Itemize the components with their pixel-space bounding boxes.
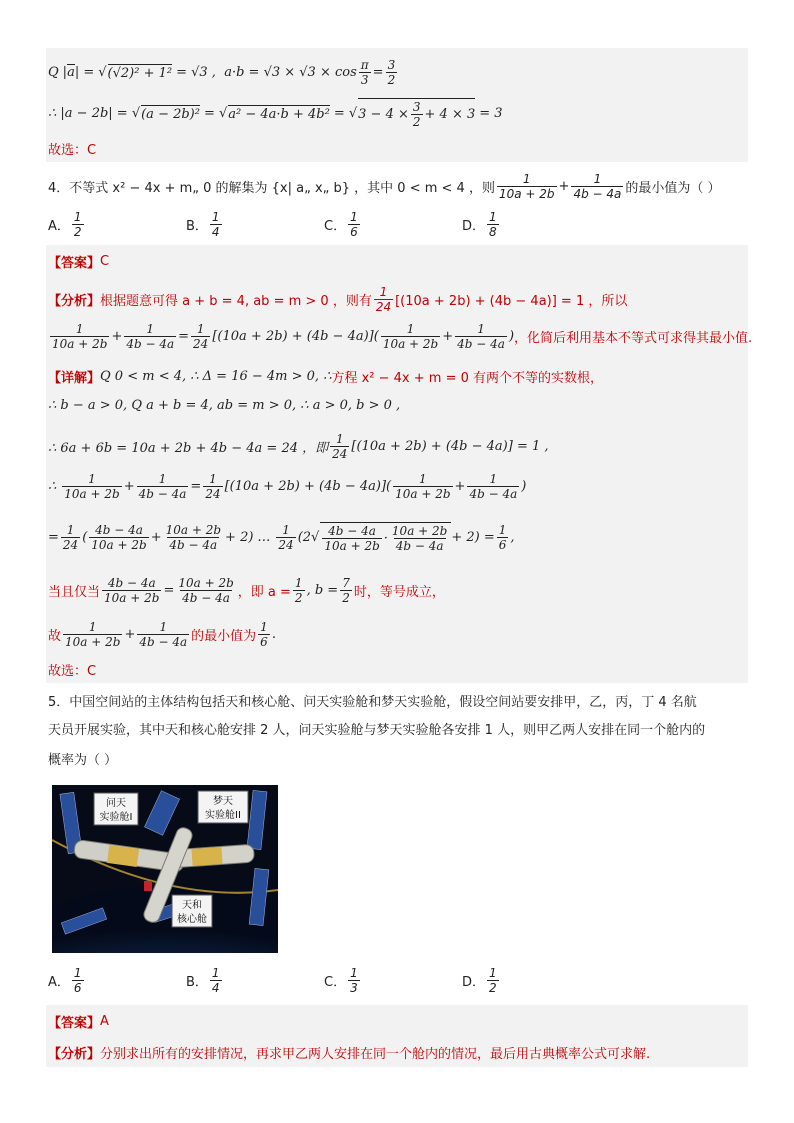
q4-answer: 【答案】 C — [48, 254, 110, 271]
q4-conclusion: 故 $\frac{1}{10a + 2b}$ + $\frac{1}{4b - 4a}$ 的最小值为 $\frac{1}{6}$ . — [48, 620, 276, 649]
space-station-illustration — [52, 785, 278, 953]
q4-option-a[interactable]: A． $\frac{1}{2}$ — [48, 210, 82, 239]
q3-line-2: ∴ |a − 2b| = √ (a − 2b)² = √ a² − 4a·b + 4b² = √ 3 − 4 × $\frac{3}{2}$ + 4 × 3 = 3 — [48, 100, 503, 129]
q5-option-c[interactable]: C． $\frac{1}{3}$ — [324, 966, 358, 995]
label-wentian-1: 问天 — [106, 798, 126, 809]
q4-options — [48, 210, 600, 239]
space-station-image — [52, 785, 278, 953]
q5-analysis: 【分析】 分别求出所有的安排情况，再求甲乙两人安排在同一个舱内的情况，最后用古典概率公式可求解. — [48, 1047, 651, 1062]
q4-option-d[interactable]: D． $\frac{1}{8}$ — [462, 210, 497, 239]
label-mengtian-1: 梦天 — [213, 796, 233, 807]
q4-analysis-1: 【分析】 根据题意可得 a + b = 4, ab = m > 0 ，则有 $\frac{1}{24}$ [(10a + 2b) + (4b − 4a)] = 1 ，所以 — [48, 285, 628, 314]
q4-analysis-2: $\frac{1}{10a + 2b}$ + $\frac{1}{4b - 4a}$ = $\frac{1}{24}$ [(10a + 2b) + (4b − 4a)] ( $\frac{1}{10a + 2b}$ + $\frac{1}{4b - 4a}$ ) ，化简后利用基本不等式可求得其最小值. — [52, 322, 753, 351]
q4-detail-2: ∴ b − a > 0, Q a + b = 4, ab = m > 0, ∴ a > 0, b > 0 , — [48, 398, 401, 413]
q4-final-answer: 故选：C — [48, 664, 97, 679]
q3-answer: 故选：C — [48, 143, 97, 158]
q4-detail-4: ∴ $\frac{1}{10a + 2b}$ + $\frac{1}{4b - 4a}$ = $\frac{1}{24}$ [(10a + 2b) + (4b − 4a)] ( $\frac{1}{10a + 2b}$ + $\frac{1}{4b - 4a}$ ) — [48, 472, 527, 501]
q5-stem-2: 天员开展实验，其中天和核心舱安排 2 人，问天实验舱与梦天实验舱各安排 1 人，则甲乙两人安排在同一个舱内的 — [48, 723, 706, 738]
q3-line-1: Q |a| = √ (√2)² + 1² = √3 , a·b = √3 × √3 × cos $\frac{\pi}{3}$ = $\frac{3}{2}$ — [48, 58, 396, 87]
label-tianhe-1: 天和 — [182, 900, 202, 911]
q5-answer: 【答案】 A — [48, 1014, 109, 1031]
q4-detail-1: 【详解】 Q 0 < m < 4, ∴ Δ = 16 − 4m > 0, ∴ 方程 x² − 4x + m = 0 有两个不等的实数根， — [48, 369, 604, 386]
q4-stem: 4．不等式 x² − 4x + m„ 0 的解集为 {x| a„ x„ b} ，其中 0 < m < 4 ，则 $\frac{1}{10a + 2b}$ + $\frac{1}{4b - 4a}$ 的最小值为（ ） — [48, 172, 721, 201]
label-tianhe-2: 核心舱 — [177, 914, 207, 925]
label-mengtian-2: 实验舱II — [205, 810, 241, 821]
label-wentian-2: 实验舱I — [99, 812, 133, 823]
q4-frac-1: $\frac{1}{10a + 2b}$ — [498, 172, 555, 201]
q4-option-c[interactable]: C． $\frac{1}{6}$ — [324, 210, 358, 239]
q5-options — [48, 966, 600, 995]
q5-stem-1: 5．中国空间站的主体结构包括天和核心舱、问天实验舱和梦天实验舱，假设空间站要安排甲，乙，丙，丁 4 名航 — [48, 695, 697, 710]
q4-stem-prefix: 4．不等式 x² − 4x + m„ 0 的解集为 {x| a„ x„ b} ，其中 0 < m < 4 ，则 — [48, 181, 495, 196]
q5-option-d[interactable]: D． $\frac{1}{2}$ — [462, 966, 497, 995]
q5-option-b[interactable]: B． $\frac{1}{4}$ — [186, 966, 220, 995]
q4-equal-condition: 当且仅当 $\frac{4b - 4a}{10a + 2b}$ = $\frac{10a + 2b}{4b - 4a}$ ，即 a = $\frac{1}{2}$ , b = $\frac{7}{2}$ 时，等号成立， — [48, 576, 445, 605]
q4-detail-3: ∴ 6a + 6b = 10a + 2b + 4b − 4a = 24 ，即 $\frac{1}{24}$ [(10a + 2b) + (4b − 4a)] = 1 , — [48, 432, 549, 461]
q4-stem-suffix: 的最小值为（ ） — [625, 181, 721, 196]
q4-frac-2: $\frac{1}{4b - 4a}$ — [573, 172, 622, 201]
q5-stem-3: 概率为（ ） — [48, 753, 118, 768]
q5-option-a[interactable]: A． $\frac{1}{6}$ — [48, 966, 82, 995]
q4-detail-5: = $\frac{1}{24}$ ( $\frac{4b - 4a}{10a + 2b}$ + $\frac{10a + 2b}{4b - 4a}$ + 2) … $\frac{1}{24}$ (2√ $\frac{4b - 4a}{10a + 2b}$ · $\frac{10a + 2b}{4b - 4a}$ + 2) = $\frac{1}{6}$ , — [48, 523, 515, 553]
q4-option-b[interactable]: B． $\frac{1}{4}$ — [186, 210, 220, 239]
